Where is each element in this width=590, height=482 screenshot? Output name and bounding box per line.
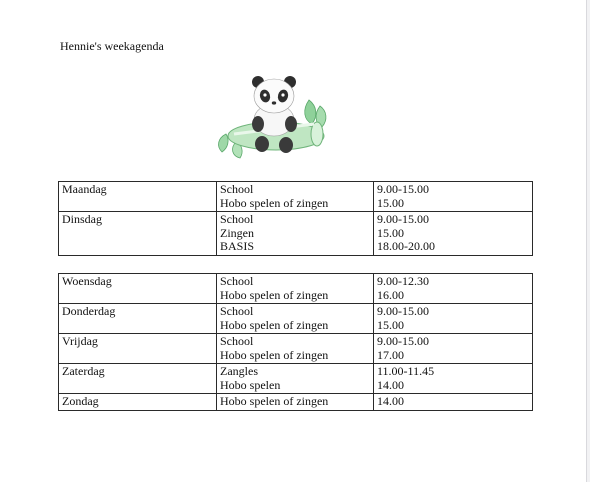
time-text: 16.00: [377, 287, 404, 302]
times-cell: [374, 334, 533, 364]
activity-text: Hobo spelen of zingen: [220, 394, 329, 408]
activity-text: BASIS: [220, 239, 255, 253]
agenda-table-2: [58, 273, 533, 411]
activities-cell: [217, 212, 374, 256]
activity-text: School: [220, 334, 254, 348]
times-cell: [374, 364, 533, 394]
table-row: [59, 212, 533, 256]
times-cell: [374, 274, 533, 304]
day-cell: Woensdag: [59, 274, 217, 304]
times-cell: [374, 394, 533, 411]
activity-text: School: [220, 182, 254, 196]
day-cell: Zaterdag: [59, 364, 217, 394]
times-cell: [374, 304, 533, 334]
activity-text: Zangles: [220, 364, 258, 378]
time-text: 15.00: [377, 195, 404, 210]
activity-text: Hobo spelen of zingen: [220, 195, 329, 210]
table-row: [59, 274, 533, 304]
times-cell: [374, 212, 533, 256]
time-text: 9.00-15.00: [377, 304, 429, 318]
activity-text: Zingen: [220, 225, 254, 240]
activities-cell: [217, 334, 374, 364]
time-text: 18.00-20.00: [377, 239, 435, 253]
time-text: 11.00-11.45: [377, 364, 435, 378]
table-row: [59, 394, 533, 411]
time-text: 15.00: [377, 225, 404, 240]
activity-text: Hobo spelen of zingen: [220, 287, 329, 302]
activities-cell: [217, 394, 374, 411]
activity-text: Hobo spelen of zingen: [220, 317, 329, 332]
day-cell: Donderdag: [59, 304, 217, 334]
activities-cell: [217, 274, 374, 304]
table-row: [59, 334, 533, 364]
activities-cell: [217, 182, 374, 212]
activities-cell: [217, 304, 374, 334]
time-text: 15.00: [377, 317, 404, 332]
day-cell: Dinsdag: [59, 212, 217, 256]
activity-text: School: [220, 274, 254, 288]
day-cell: Maandag: [59, 182, 217, 212]
panda-illustration: [214, 72, 334, 162]
activities-cell: [217, 364, 374, 394]
time-text: 14.00: [377, 377, 404, 392]
day-cell: Zondag: [59, 394, 217, 411]
activity-text: School: [220, 212, 254, 226]
activity-text: Hobo spelen: [220, 377, 281, 392]
time-text: 9.00-12.30: [377, 274, 429, 288]
time-text: 9.00-15.00: [377, 212, 429, 226]
activity-text: Hobo spelen of zingen: [220, 347, 329, 362]
time-text: 9.00-15.00: [377, 334, 429, 348]
agenda-table-1: [58, 181, 533, 256]
time-text: 17.00: [377, 347, 404, 362]
table-row: [59, 304, 533, 334]
table-row: [59, 182, 533, 212]
document-title: Hennie's weekagenda: [60, 39, 164, 53]
activity-text: School: [220, 304, 254, 318]
time-text: 14.00: [377, 394, 404, 408]
times-cell: [374, 182, 533, 212]
table-row: [59, 364, 533, 394]
time-text: 9.00-15.00: [377, 182, 429, 196]
day-cell: Vrijdag: [59, 334, 217, 364]
